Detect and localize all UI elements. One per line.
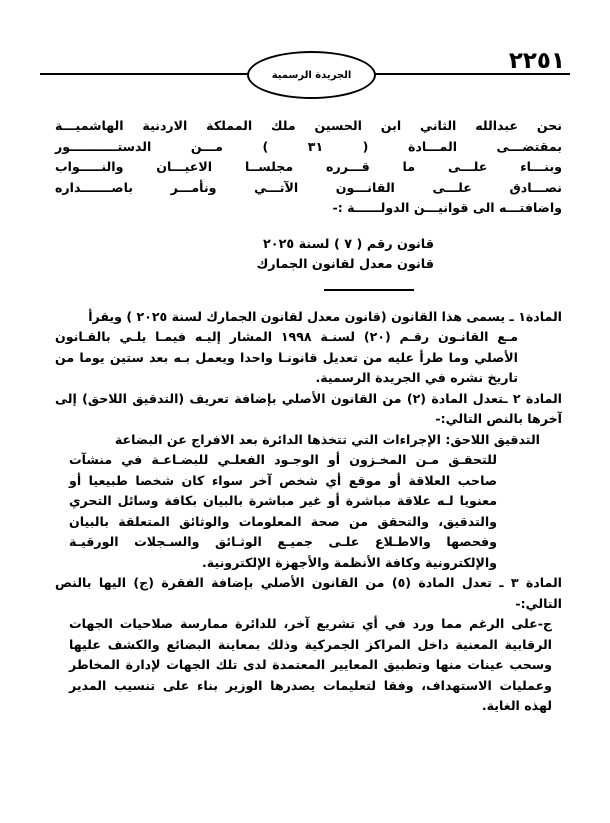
page-header [40, 40, 570, 100]
gazette-name-oval [247, 51, 376, 99]
article-1-heading: المادة١ ـ يسمى هذا القانون (قانون معدل لقانون الجمارك لسنة ٢٠٢٥ ) ويقرأ [88, 308, 562, 324]
page-number: ٢٢٥١ [508, 48, 565, 74]
law-name: قانون معدل لقانون الجمارك [256, 256, 434, 272]
preamble-line: وبنـــاء علـــى ما قـــرره مجلســا الاعيـــان والنـــــواب [55, 159, 562, 174]
articles [55, 307, 562, 717]
paragraph-c-text: ج-على الرغم مما ورد في أي تشريع آخر، للدائرة ممارسة صلاحيات الجهات الرقابية المعنية داخل المراكز الجمركية وذلك بمعاينة البضائع والكشف عليها وسحب عينات منها وتطبيق المعايير المعتمدة لدى تلك الجهات لإدارة المخاطر وعمليات الاستهداف، وفقا لتعليمات يصدرها الوزير بناء على تنسيب المدير لهذه الغاية. [69, 616, 552, 713]
definition-heading: التدقيق اللاحق: الإجراءات التي تتخذها الدائرة بعد الافراج عن البضاعة [114, 431, 540, 447]
document-body [55, 116, 562, 717]
gazette-name: الجريدة الرسمية [271, 69, 352, 81]
definition-text: للتحقـق مـن المخـزون أو الوجـود الفعلـي للبضـاعـة في منشآت صاحب العلاقة أو موقع أي شخص آخر سواء كان شخصا طبيعيا أو معنويا لـه علاقة مباشرة أو غير مباشرة بالبيان بكافة وسائل التحري والتدقيق، والتحقق من صحة المعلومات والوثائق المتعلقة بالبيان وفحصها والاطـلاع علـى جميـع الوثـائق والسـجلات الورقيـة والإلكترونية وكافة الأنظمة والأجهزة الإلكترونية. [69, 452, 497, 570]
article-3 [55, 573, 562, 717]
preamble-line: بمقتضـــى المـــادة ( ٣١ ) مـــن الدستـــــــــــور [55, 138, 562, 154]
law-title [55, 235, 562, 275]
preamble-line: نحن عبدالله الثاني ابن الحسين ملك المملكة الاردنية الهاشميـــة [55, 118, 562, 133]
title-separator [324, 289, 414, 291]
article-2 [55, 389, 562, 574]
preamble-line: واضافتـــه الى قوانيـــن الدولــــــة :- [332, 200, 562, 215]
preamble-line: نصـــادق علـــى القانـــون الآتـــي ونأمـــر باصـــــــداره [55, 179, 562, 195]
law-number: قانون رقم ( ٧ ) لسنة ٢٠٢٥ [262, 236, 434, 252]
royal-preamble [55, 116, 562, 219]
article-1-text: مـع القانـون رقـم (٢٠) لسنـة ١٩٩٨ المشار إليـه فيمـا يلـي بالقـانون الأصلي وما طرأ عليه من تعديل قانونـا واحدا ويعمل بـه بعد ستين يوما من تاريخ نشره في الجريدة الرسمية. [55, 329, 518, 385]
article-3-text: المادة ٣ ـ تعدل المادة (٥) من القانون الأصلي بإضافة الفقرة (ج) اليها بالنص التالي:- [55, 575, 562, 611]
article-1 [55, 307, 562, 389]
article-2-text: المادة ٢ ـتعدل المادة (٢) من القانون الأصلي بإضافة تعريف (التدقيق اللاحق) إلى آخرها بالنص التالي:- [55, 390, 562, 426]
